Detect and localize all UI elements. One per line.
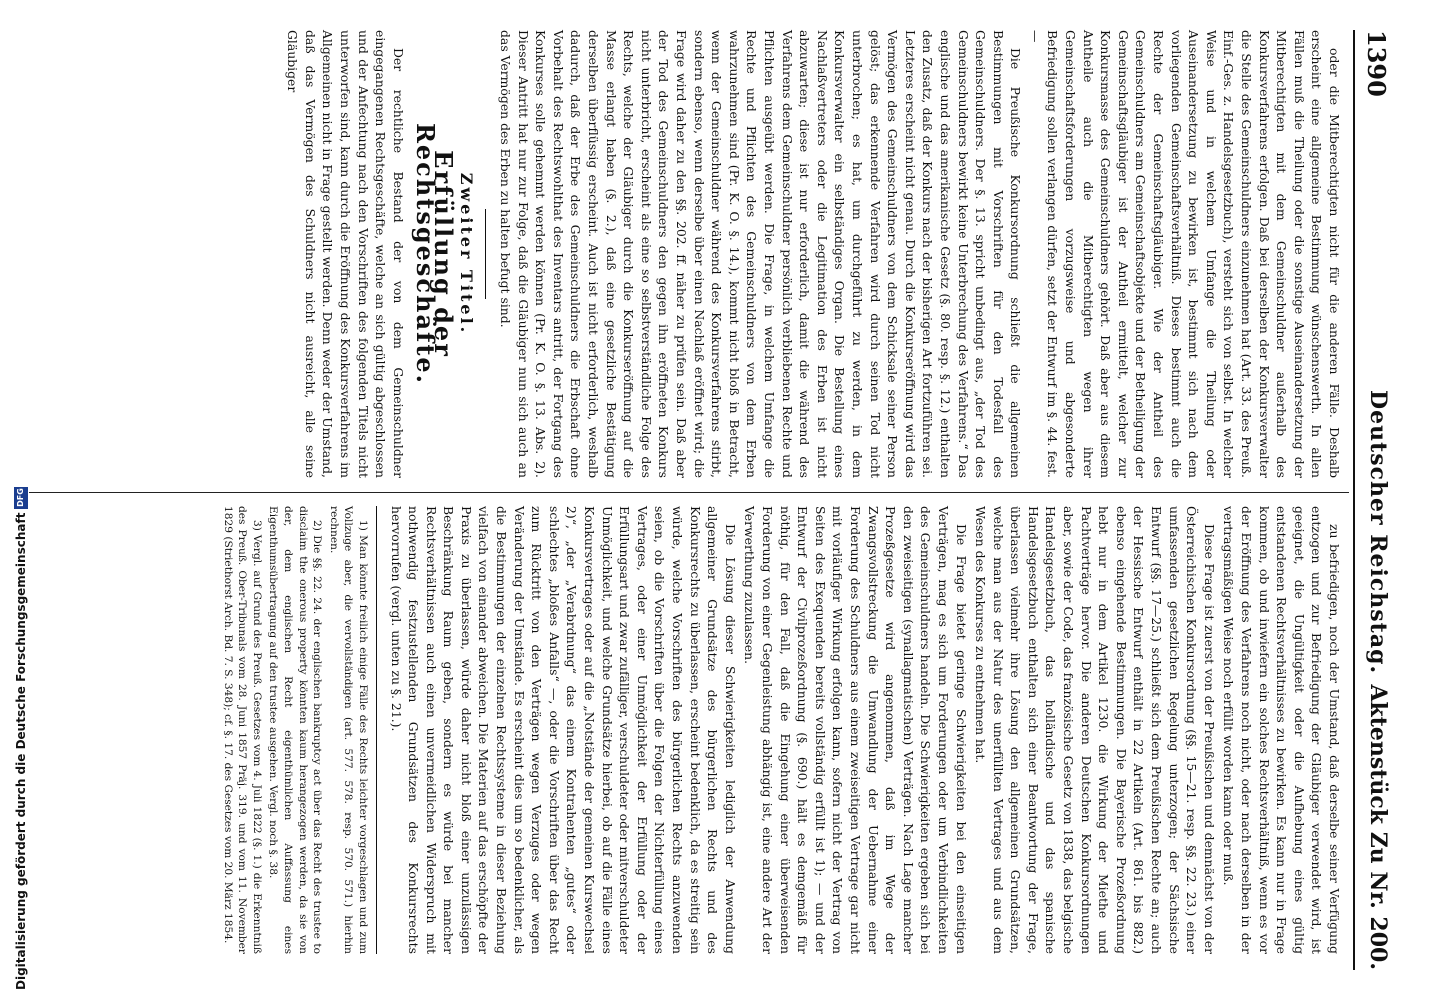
section-title: Erfüllung der Rechtsgeschäfte.: [411, 122, 458, 386]
footnote: 3) Vergl. auf Grund des Preuß. Gesetzes vom 4. Juli 1822 (§. 1.) die Erkenntniß des Preuß. Ober-Tribunals vom 28. Juni 1857 Präj. 319. und vom 11. November 1829 (Striethorst Arch. Bd. 7. S. 348); cf. §. 17. des Gesetzes vom 20. März 1854.: [221, 506, 263, 954]
publication-title: Deutscher Reichstag.: [1365, 390, 1391, 675]
digitization-credit: [14, 487, 28, 990]
paragraph: zu befriedigen, noch der Umstand, daß derselbe seiner Verfügung entzogen und zur Befriedigung der Gläubiger verwendet wird, ist geeignet, die Ungültigkeit oder die Aufhebung eines gültig entstandenen Rechtsverhältnisses zu bewirken. Es kann nur in Frage kommen, ob und inwiefern ein solches Rechtsverhältniß, wenn es vor der Eröffnung des Verfahrens noch nicht, oder nach derselben in der vertragsmäßigen Weise noch erfüllt worden kann oder muß.: [1221, 506, 1342, 954]
right-column: [218, 506, 1343, 954]
footnote: 2) Die §§. 22. 24. der englischen bankruptcy act über das Recht des trustee to disclaim the onerous property könnten kaum herangezogen werden, da sie von der, dem englischen Recht eigenthümlichen Auffassung eines Eigenthumsübertragung auf den trustee ausgehen. Vergl. noch §. 38.: [267, 506, 324, 954]
newspaper-page: [25, 30, 1395, 970]
paragraph: Der rechtliche Bestand der von dem Gemeinschuldner eingegangenen Rechtsgeschäfte, welche an sich gültig abgeschlossen und der Anfechtung nach den Vorschriften des folgenden Titels nicht unterworfen sind, kann durch die Eröffnung des Konkursverfahrens im Allgemeinen nicht in Frage gestellt werden. Denn weder der Umstand, daß das Vermögen des Schuldners nicht ausreicht, alle seine Gläubiger: [285, 30, 406, 478]
page-number: 1390: [1362, 30, 1391, 97]
dfg-logo-icon: DFG: [14, 487, 28, 509]
footnote: 1) Man könnte freilich einige Fälle des Rechts leichter vorgeschlagen und zum Vollzuge aber, die vervollständigen (art. 577. 578. resp. 570. 571.) hierhin rechnen.: [327, 506, 369, 954]
document-reference: Aktenstück Zu Nr. 200.: [1365, 684, 1391, 970]
section-heading: Zweiter Titel.: [457, 172, 477, 336]
paragraph: Die Frage bietet geringe Schwierigkeiten bei den einseitigen Verträgen, mag es sich um Forderungen oder um Verbindlichkeiten des Gemeinschuldners handeln. Die Schwierigkeiten ergeben sich bei den zweiseitigen (synallagmatischen) Verträgen. Nach Lage mancher Prozeßgesetze wird angenommen, daß im Wege der Zwangsvollstreckung die Umwandlung der Uebernahme einer Forderung des Schuldners aus einem zweiseitigen Vertrage gar nicht mit vorläufiger Wirkung erfolgen kann, sofern nicht der Vertrag von Seiten des Exequenden bereits vollständig erfüllt ist 1); — und der Entwurf der Civilprozeßordnung (§. 690.) hält es demgemäß für nöthig, für den Fall, daß die Eingehung einer überweisenden Forderung von einer Gegenleistung abhängig ist, eine andere Art der Verwerthung zuzulassen.: [742, 506, 969, 954]
left-column: [282, 30, 1343, 478]
column-divider: [29, 492, 1349, 493]
paragraph: oder die Mitberechtigten nicht für die anderen Fälle. Deshalb erscheint eine allgemeine Bestimmung wünschenswerth. In allen Fällen muß die Theilung oder die sonstige Auseinandersetzung der Mitberechtigten mit dem Gemeinschuldner außerhalb des Konkursverfahrens erfolgen. Daß bei derselben der Konkursverwalter die Stelle des Gemeinschuldners einzunehmen hat (Art. 33. des Preuß. Einf.-Ges. z. Handelsgesetzbuch), versteht sich von selbst. In welcher Weise und in welchem Umfange die Theilung oder Auseinandersetzung zu bewirken ist, bestimmt sich nach dem vorliegenden Gemeinschaftsverhältniß. Dieses bestimmt auch die Rechte der Gemeinschaftsgläubiger. Wie der Antheil des Gemeinschuldners am Gemeinschaftsobjekte und der Betheiligung der Gemeinschaftsgläubiger ist der Antheil ermittelt, welcher zur Konkursmasse des Gemeinschuldners gehört. Daß aber aus diesem Antheile auch die Mitberechtigten wegen ihrer Gemeinschaftsforderungen vorzugsweise und abgesonderte Befriedigung sollen verlangen dürfen, setzt der Entwurf im §. 44. fest. —: [1027, 30, 1342, 478]
paragraph: Diese Frage ist zuerst von der Preußischen und demnächst von der Österreichischen Konkursordnung (§§. 15—21. resp. §§. 22. 23.) einer umfassenden gesetzlichen Regelung unterzogen; der Sächsische Entwurf (§§. 17—25.) schließt sich dem Preußischen Rechte an; auch der Hessische Entwurf enthält in 22 Artikeln (Art. 861. bis 882.) ebenso eingehende Bestimmungen. Die Bayerische Prozeßordnung hebt nur in dem Artikel 1230. die Wirkung der Miethe und Pachtverträge hervor. Die anderen Deutschen Konkursordnungen aber, sowie der Code, das französische Gesetz von 1838, das belgische Handelsgesetzbuch, das holländische und das spanische Handelsgesetzbuch enthalten sich einer Beantwortung der Frage, überlassen vielmehr ihre Lösung den allgemeinen Grundsätzen, welche man aus der Natur des unerfüllten Vertrages und aus dem Wesen des Konkurses zu entnehmen hat.: [973, 506, 1217, 954]
footnotes: [220, 506, 377, 954]
page-header: [1353, 30, 1395, 970]
credit-text: Digitalisierung gefördert durch die Deutsche Forschungsgemeinschaft: [14, 512, 28, 990]
section-divider: [486, 209, 487, 299]
paragraph: Die Lösung dieser Schwierigkeiten lediglich der Anwendung allgemeiner Grundsätze des bürgerlichen Rechts und des Konkursrechts zu überlassen, erscheint bedenklich, da es streitig sein würde, welche Vorschriften des bürgerlichen Rechts anzuwenden seien, ob die Vorschriften über die Folgen der Nichterfüllung eines Vertrages, oder einer Unmöglichkeit der Erfüllung oder der Erfüllungsart und zwar zufälliger, verschuldeter oder mitverschuldeter Unmöglichkeit, und welche Grundsätze hierbei, ob auf die Fälle eines Konkursvertrages oder auf die „Notstände der gemeinen Kurswechsel 2)“, „der „Verabrdnung“ das einem Kontrahenten „gutes“ oder schlechtes „bloßes Anfalls“ —, oder die Vorschriften über das Recht zum Rücktritt von den Verträgen wegen Verzuges oder wegen Veränderung der Umstände. Es erscheint dies um so bedenklicher, als die Bestimmungen der einzelnen Rechtssysteme in dieser Beziehung vielfach von einander abweichen. Die Materien auf das erschöpfte der Praxis zu überlassen, würde daher nicht bloß einer unzulässigen Beschränkung Raum geben, sondern es würde bei mancher Rechtsverhältnissen auch einen unvermeidlichen Widerspruch mit nothwendig festzustellenden Grundsätzen des Konkursrechts hervorrufen (vergl. unten zu §. 21.).: [388, 506, 738, 954]
paragraph: Die Preußische Konkursordnung schließt die allgemeinen Bestimmungen mit Vorschriften für den Todesfall des Gemeinschuldners. Der §. 13. spricht unbedingt aus, „der Tod des Gemeinschuldners bewirkt keine Unterbrechung des Verfahrens.“ Das englische und das amerikanische Gesetz (§. 80. resp. §. 12.) enthalten den Zusatz, daß der Konkurs nach der bisherigen Art fortzuführen sei. Letzteres erscheint nicht genau. Durch die Konkurseröffnung wird das Vermögen des Gemeinschuldners von dem Schicksale seiner Person gelöst; das erkennende Verfahren wird durch seinen Tod nicht unterbrochen; es hat, um durchgeführt zu werden, in dem Konkursverwalter ein selbständiges Organ. Die Bestellung eines Nachlaßvertreters oder die Legitimation des Erben ist nicht abzuwarten; diese ist nur erforderlich, damit die während des Verfahrens dem Gemeinschuldner persönlich verbliebenen Rechte und Pflichten ausgeübt werden. Die Frage, in welchem Umfange die Rechte und Pflichten des Gemeinschuldners von dem Erben wahrzunehmen sind (Pr. K. O. §. 14.), kommt nicht bloß in Betracht, wenn der Gemeinschuldner während des Konkursverfahrens stirbt, sondern ebenso, wenn derselbe über einen Nachlaß eröffnet wird; die Frage wird daher zu den §§. 202. ff. näher zu prüfen sein. Daß aber der Tod des Gemeinschuldners den gegen ihn eröffneten Konkurs nicht unterbricht, erscheint als eine so selbstverständliche Folge des Rechts, welche der Gläubiger durch die Konkurseröffnung auf die Masse erlangt haben (§. 2.), daß eine gesetzliche Bestätigung derselben überflüssig erscheint. Auch ist nicht erforderlich, weshalb dadurch, daß der Erbe des Gemeinschuldners die Erbschaft ohne Vorbehalt des Rechtswohlthat des Inventars antritt, der Fortgang des Konkurses solle gehemmt werden können (Pr. K. O. §. 13. Abs. 2). Dieser Antritt hat nur zur Folge, daß die Gläubiger nun sich auch an das Vermögen des Erben zu halten befugt sind.: [498, 30, 1024, 478]
